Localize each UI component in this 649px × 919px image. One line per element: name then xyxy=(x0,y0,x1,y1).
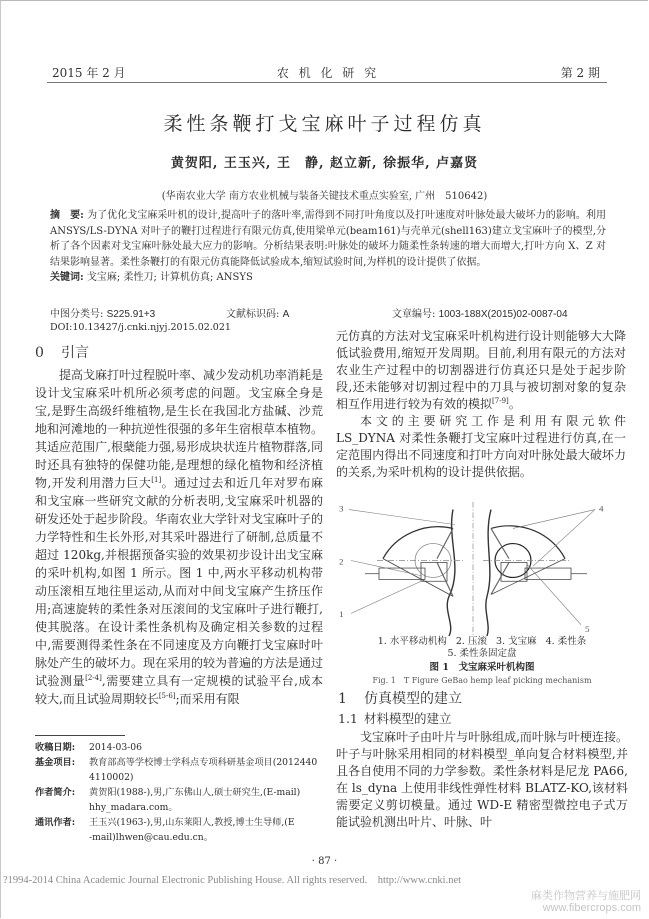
affiliation: (华南农业大学 南方农业机械与装备关键技术重点实验室, 广州 510642) xyxy=(161,191,488,202)
citation[interactable]: [1] xyxy=(151,476,162,484)
site-watermark xyxy=(531,890,641,914)
footnote-key: 通讯作者: xyxy=(35,817,76,828)
footnote-received xyxy=(35,740,325,755)
legend-item: 4. 柔性条 xyxy=(545,636,587,647)
intro-title: 引言 xyxy=(61,345,89,361)
clc-value: S225.91+3 xyxy=(106,309,156,320)
watermark-line-2: www.fibercrops.com xyxy=(542,902,641,914)
abstract-text: 为了优化戈宝麻采叶机的设计,提高叶子的落叶率,需得到不同打叶角度以及打叶速度对叶脉处最大破坏力的影响。利用 ANSYS/LS-DYNA 对叶子的鞭打过程进行有限元仿真,使用梁单元(beam161)与壳单元(shell163)建立戈宝麻叶子的模型,分析了各个因素对戈宝麻叶脉处最大应力的影响。分析结果表明:叶脉处的破坏力随柔性条转速的增大而增大,打叶方向 X、Z 对结果影响显著。柔性条鞭打的有限元仿真能降低试验成本,缩短试验时间,为样机的设计提供了依据。 xyxy=(50,210,606,268)
footnote-continuation: 4110002) xyxy=(89,772,134,783)
legend-item: 3. 戈宝麻 xyxy=(496,636,537,647)
section-1-1-body xyxy=(336,729,628,849)
copyright-notice: ?1994-2014 China Academic Journal Electronic Publishing House. All rights reserved. http://www.cnki.net xyxy=(3,875,462,886)
intro-number: 0 xyxy=(35,345,44,361)
citation[interactable]: [5-6] xyxy=(158,692,176,700)
footnote-key: 作者简介: xyxy=(35,787,76,798)
keywords-text: 戈宝麻; 柔性刀; 计算机仿真; ANSYS xyxy=(86,272,253,283)
legend-item: 1. 水平移动机构 xyxy=(377,636,447,647)
doi: DOI:10.13427/j.cnki.njyj.2015.02.021 xyxy=(50,322,231,333)
footnote-value: 教育部高等学校博士学科点专项科研基金项目(2012440 xyxy=(89,757,318,768)
header-rule xyxy=(47,82,607,83)
abstract-label: 摘 要: xyxy=(50,210,84,221)
legend-item: 5. 柔性条固定盘 xyxy=(447,648,517,659)
intro-paragraph-2 xyxy=(336,328,626,413)
keywords-label: 关键词: xyxy=(50,272,84,283)
figure-1-mechanism-diagram xyxy=(337,502,627,636)
figure-legend xyxy=(337,636,627,660)
section-1-1-title: 材料模型的建立 xyxy=(364,711,452,726)
clc-line xyxy=(50,308,155,321)
section-1-1-heading xyxy=(338,711,628,727)
doc-code-value: A xyxy=(282,309,290,320)
right-column xyxy=(336,328,626,500)
footnote-corresponding xyxy=(35,815,325,830)
right-sweep-arc xyxy=(491,526,565,559)
figure-caption: 图 1 戈宝麻采叶机构图 xyxy=(429,662,535,673)
section-1-1-paragraph: 戈宝麻叶子由叶片与叶脉组成,而叶脉与叶梗连接。叶子与叶脉采用相同的材料模型_单向复合材料模型,并且各自使用不同的力学参数。柔性条材料是尼龙 PA66,在 ls_dyna 上使用非线性弹性材料 BLATZ-KO,该材料需要定义剪切模量。通过 WD-E 精密型微控电子式万能试验机测出叶片、叶脉、叶 xyxy=(336,730,628,829)
footnote-key: 基金项目: xyxy=(35,757,76,768)
footnote-value: 2014-03-06 xyxy=(89,742,142,753)
footnote-continuation: -mail)lhwen@cau.edu.cn。 xyxy=(89,832,213,843)
intro-p2-part-b: 。 xyxy=(508,397,521,411)
authors: 黄贺阳, 王玉兴, 王 静, 赵立新, 徐振华, 卢嘉贤 xyxy=(170,156,479,171)
citation[interactable]: [7-9] xyxy=(492,397,509,405)
footnote-fund xyxy=(35,755,325,770)
running-header xyxy=(48,60,608,82)
footnote-value: 王玉兴(1963-),男,山东莱阳人,教授,博士生导师,(E xyxy=(89,817,295,828)
left-sweep-chord xyxy=(383,559,453,597)
header-date: 2015 年 2 月 xyxy=(52,66,126,80)
clc-label: 中图分类号: xyxy=(50,309,104,320)
doc-code-line xyxy=(226,308,289,321)
citation[interactable]: [2-4] xyxy=(85,674,102,682)
keywords xyxy=(50,270,606,286)
figure-label-3: 3 xyxy=(339,503,344,514)
footnote-value: 黄贺阳(1988-),男,广东佛山人,硕士研究生,(E-mail) xyxy=(89,787,301,798)
figure-label-1: 1 xyxy=(339,609,344,620)
intro-p1-part-d: ;而采用有限 xyxy=(175,692,240,706)
footnotes xyxy=(35,740,325,848)
footnote-author xyxy=(35,785,325,800)
figure-label-2: 2 xyxy=(339,556,344,567)
section-1-number: 1 xyxy=(338,691,347,707)
figure-label-4: 4 xyxy=(599,503,604,514)
footnote-continuation: hhy_madara.com。 xyxy=(89,802,178,813)
article-no-line xyxy=(392,308,568,321)
intro-p1-part-a: 提高戈麻打叶过程脱叶率、减少发动机功率消耗是设计戈宝麻采叶机所必须考虑的问题。戈宝麻全身是宝,是野生高级纤维植物,是生长在我国北方盐碱、沙荒地和河滩地的一种抗逆性很强的多年生宿根草本植物。其适应范围广,根蘖能力强,易形成块状连片植物群落,同时还具有独特的保健功能,是理想的绿化植物和经济植物,开发利用潜力巨大 xyxy=(35,368,323,490)
intro-p2-part-a: 元仿真的方法对戈宝麻采叶机构进行设计则能够大大降低试验费用,缩短开发周期。目前,利用有限元的方法对农业生产过程中的切割器进行仿真还只是处于起步阶段,还未能够对切割过程中的刀具与被切割对象的复杂相互作用进行较为有效的模拟 xyxy=(336,329,626,411)
paper-title: 柔性条鞭打戈宝麻叶子过程仿真 xyxy=(163,113,486,135)
article-no-value: 1003-188X(2015)02-0087-04 xyxy=(438,309,568,320)
section-1-1-number: 1.1 xyxy=(338,711,358,726)
figure-caption-english: Fig. 1 T Figure GeBao hemp leaf picking mechanism xyxy=(372,676,592,685)
header-issue: 第 2 期 xyxy=(560,66,600,80)
footnote-key: 收稿日期: xyxy=(35,742,76,753)
section-1-title: 仿真模型的建立 xyxy=(364,691,462,707)
right-sweep-chord xyxy=(491,559,565,595)
intro-paragraph-3: 本文的主要研究工作是利用有限元软件 LS_DYNA 对柔性条鞭打戈宝麻叶过程进行仿真,在一定范围内得出不同速度和打叶方向对叶脉处最大破坏力的关系,为采叶机构的设计提供依据。 xyxy=(336,414,626,479)
intro-p1-part-c: ,需要建立具有一定规模的试验平台,成本较大,而且试验周期较长 xyxy=(35,674,323,706)
left-sweep-arc xyxy=(383,527,453,559)
page-number: · 87 · xyxy=(311,856,338,867)
legend-item: 2. 压滚 xyxy=(455,636,487,647)
right-roller-block xyxy=(501,562,527,581)
watermark-line-1: 麻类作物营养与施肥网 xyxy=(531,890,641,902)
header-journal: 农 机 化 研 究 xyxy=(276,66,380,80)
intro-p1-part-b: 。通过过去和近几年对罗布麻和戈宝麻一些研究文献的分析表明,戈宝麻采叶机器的研发还处于起步阶段。华南农业大学针对戈宝麻叶子的力学特性和生长外形,对其采叶器进行了研制,总质量不超过 120kg,并根据预备实验的效果初步设计出戈宝麻的采叶机构,如图 1 所示。图 1 中,两水平移动机构带动压滚相互地往里运动,从而对中间戈宝麻产生挤压作用;高速旋转的柔性条对压滚间的戈宝麻叶子进行鞭打,使其脱落。在设计柔性条机构及确定相关参数的过程中,需要测得柔性条在不同速度及方向鞭打戈宝麻时叶脉处产生的破坏力。现在采用的较为普遍的方法是通过试验测量 xyxy=(35,476,323,688)
right-hemp-stem xyxy=(486,510,491,636)
intro-paragraph-1 xyxy=(35,366,323,708)
footnote-rule xyxy=(35,735,125,736)
mechanism-drawing xyxy=(337,502,627,636)
section-1-heading xyxy=(338,690,628,708)
abstract xyxy=(50,208,606,286)
doc-code-label: 文献标识码: xyxy=(226,309,280,320)
intro-heading xyxy=(35,342,323,364)
left-column xyxy=(35,342,323,730)
article-no-label: 文章编号: xyxy=(392,309,436,320)
figure-label-5: 5 xyxy=(585,624,590,635)
